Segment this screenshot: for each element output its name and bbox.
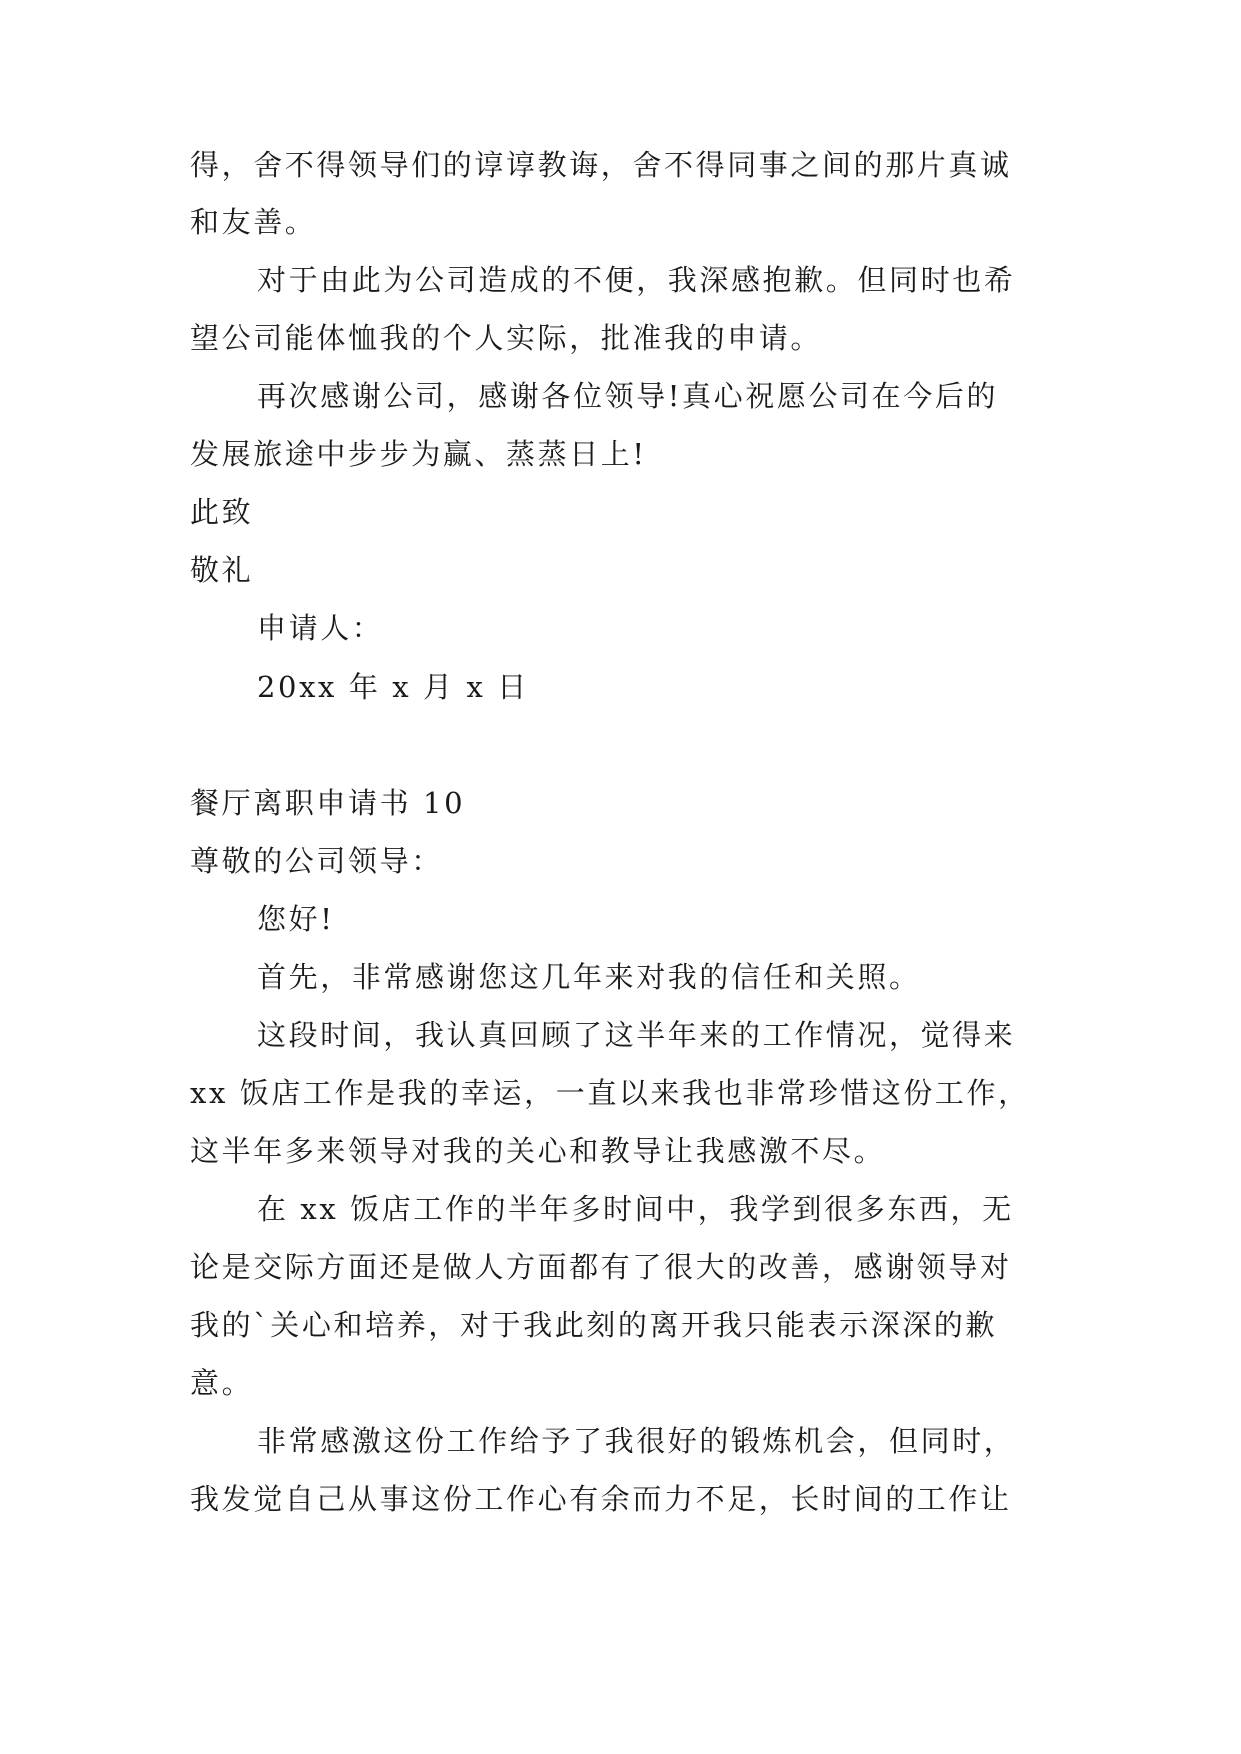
paragraph-line: 得，舍不得领导们的谆谆教诲，舍不得同事之间的那片真诚 <box>190 148 1012 182</box>
paragraph-line: 在 xx 饭店工作的半年多时间中，我学到很多东西，无 <box>257 1192 1014 1226</box>
paragraph-line: xx 饭店工作是我的幸运，一直以来我也非常珍惜这份工作， <box>190 1076 1030 1110</box>
paragraph-line: 望公司能体恤我的个人实际，批准我的申请。 <box>190 321 823 355</box>
paragraph-line: 和友善。 <box>190 205 317 239</box>
paragraph-line: 首先，非常感谢您这几年来对我的信任和关照。 <box>257 960 921 994</box>
paragraph-line: 非常感激这份工作给予了我很好的锻炼机会，但同时， <box>257 1424 1016 1458</box>
paragraph-line: 论是交际方面还是做人方面都有了很大的改善，感谢领导对 <box>190 1250 1012 1284</box>
paragraph-line: 我的`关心和培养，对于我此刻的离开我只能表示深深的歉 <box>190 1308 998 1342</box>
salutation-line: 尊敬的公司领导： <box>190 844 443 878</box>
paragraph-line: 发展旅途中步步为赢、蒸蒸日上! <box>190 437 647 471</box>
paragraph-line: 对于由此为公司造成的不便，我深感抱歉。但同时也希 <box>257 263 1016 297</box>
applicant-line: 申请人： <box>257 611 384 645</box>
date-line: 20xx 年 x 月 x 日 <box>257 670 529 704</box>
closing-line: 敬礼 <box>190 553 254 587</box>
paragraph-line: 这半年多来领导对我的关心和教导让我感激不尽。 <box>190 1134 886 1168</box>
section-title: 餐厅离职申请书 10 <box>190 786 466 820</box>
greeting-line: 您好! <box>257 902 335 936</box>
paragraph-line: 我发觉自己从事这份工作心有余而力不足，长时间的工作让 <box>190 1482 1012 1516</box>
closing-line: 此致 <box>190 495 254 529</box>
paragraph-line: 再次感谢公司，感谢各位领导!真心祝愿公司在今后的 <box>257 379 999 413</box>
paragraph-line: 意。 <box>190 1366 254 1400</box>
paragraph-line: 这段时间，我认真回顾了这半年来的工作情况，觉得来 <box>257 1018 1016 1052</box>
